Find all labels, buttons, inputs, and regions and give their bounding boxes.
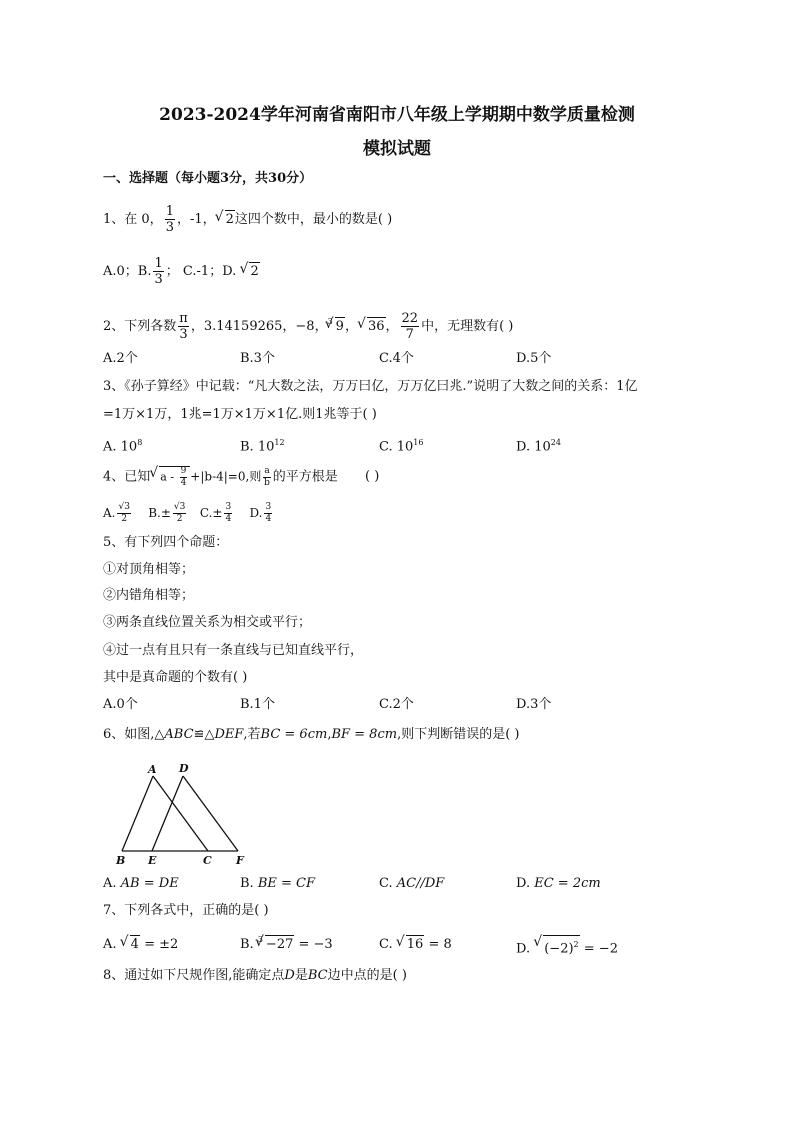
q1-opt-c: C.-1；D. [182,264,237,279]
q4-radicand [159,466,190,488]
q2-option-d: D.5个 [516,351,552,366]
label-e: E [148,854,157,867]
q7-opt-a-radicand: 4 [130,937,139,952]
q7-opt-c-sqrt [397,935,425,954]
q4-opt-c-num: 3 [225,502,232,512]
q4-rad-den: 4 [180,478,187,488]
q4-opt-a-den: 2 [121,514,128,524]
q4-opt-c-fraction [224,503,232,524]
question-3-line1: 3、《孙子算经》中记载：“凡大数之法，万万曰亿，万万亿曰兆.”说明了大数之间的关系：1亿 [103,379,638,394]
q4-ab-fraction [263,467,270,488]
q2-cbrt-index: 3 [327,317,333,326]
label-c: C [203,854,212,867]
q1-frac-den: 3 [165,220,174,235]
q2-text-a: 2、下列各数 [103,319,177,334]
q5-proposition-2: ②内错角相等； [103,588,195,603]
question-1-options [103,257,260,286]
q4-rad-a: a - [160,470,178,484]
q5-option-b: B.1个 [240,697,275,712]
q7-opt-d-exp: 2 [573,940,579,949]
q7-opt-b-index: 3 [257,935,263,944]
segment-ac [153,776,208,851]
question-2-stem [103,312,513,341]
question-4-stem [103,466,338,488]
q8-segment-bc: BC [307,968,328,983]
q3-option-c [379,434,423,456]
q4-opt-b-num: √3 [173,502,186,512]
q1-opt-b-fraction [153,257,163,286]
section-header: 一、选择题（每小题3分，共30分） [103,171,313,186]
label-f: F [236,854,244,867]
q6-opt-c-expr: AC//DF [396,876,445,891]
q6-abc: ABC [164,727,194,742]
q6-text-d: , [327,727,332,742]
q4-paren: ( ) [365,469,380,484]
q4-text-b: +|b-4|=0,则 [190,469,262,484]
q4-opt-a-fraction [117,503,130,524]
q7-opt-b-prefix: B. [240,937,254,952]
q4-opt-d-num: 3 [265,502,272,512]
q7-opt-a-prefix: A. [103,937,117,952]
q4-opt-d: D. [249,506,263,520]
q6-opt-b-expr: BE = CF [257,876,315,891]
q2-text-e: 中，无理数有( ) [421,319,514,334]
segment-ab [122,776,153,851]
q4-sqrt [150,466,190,488]
q6-option-c [379,875,444,893]
q7-option-a [103,935,178,954]
q6-opt-a-prefix: A. [103,876,117,891]
q4-text-c: 的平方根是 [272,469,338,485]
q8-text-c: 边中点的是( ) [327,968,407,983]
segment-de [152,776,183,851]
q4-opt-c: C.± [199,506,223,520]
question-4-options [103,503,274,524]
q8-text-b: 是 [294,968,308,983]
q3-opt-d-exp: 24 [550,438,561,447]
q4-rad-num: 9 [180,466,187,476]
q7-option-b [240,935,333,955]
q1-frac-num: 1 [165,204,174,219]
question-6-stem [103,726,519,744]
q5-option-a: A.0个 [103,697,138,712]
q4-opt-d-den: 4 [265,514,272,524]
question-8-stem [103,967,407,985]
document-subtitle: 模拟试题 [363,139,431,159]
question-1-stem [103,205,392,234]
q3-option-d [516,434,561,456]
q7-option-d [516,935,618,958]
q3-opt-b-exp: 12 [274,438,285,447]
q4-ab-num: a [264,465,270,476]
q2-pi-num: π [179,311,188,326]
question-3-line2: =1万×1万，1兆=1万×1万×1亿.则1兆等于( ) [103,407,377,422]
q7-opt-c-radicand: 16 [406,937,424,952]
q6-text-c: ,若 [243,727,261,742]
document-title: 2023-2024学年河南省南阳市八年级上学期期中数学质量检测 [159,105,635,125]
q1-opt-d-sqrt [240,262,259,281]
q1-sqrt-radicand: 2 [225,212,234,227]
q6-bc: BC = 6cm [260,727,328,742]
q6-text-b: △ [204,727,215,742]
q2-pi-fraction [178,312,189,341]
q6-opt-a-expr: AB = DE [120,876,179,891]
q7-opt-d-base: (−2) [544,941,574,957]
q6-text-a: 6、如图,△ [103,727,165,742]
q6-option-d [516,875,601,893]
q4-text-a: 4、已知 [103,469,151,485]
q5-option-d: D.3个 [516,697,552,712]
q4-opt-b: B.± [148,506,171,520]
q3-option-a [103,434,142,456]
question-7-stem: 7、下列各式中，正确的是( ) [103,903,269,918]
q4-opt-a: A. [103,506,116,520]
q6-opt-b-prefix: B. [240,876,254,891]
q1-fraction [165,205,175,234]
q7-opt-c-prefix: C. [379,937,393,952]
q1-text-a: 1、在 0， [103,212,163,227]
q4-opt-b-fraction [173,503,186,524]
q5-proposition-1: ①对顶角相等； [103,562,195,577]
q6-opt-d-prefix: D. [516,876,531,891]
label-b: B [116,854,126,867]
q1-text-b: ，-1， [176,212,216,227]
q2-option-a: A.2个 [103,351,138,366]
q6-opt-c-prefix: C. [379,876,393,891]
q6-cong: ≌ [193,727,205,742]
q4-opt-a-num: √3 [118,502,130,512]
label-a: A [148,763,157,776]
q2-option-c: C.4个 [379,351,414,366]
q2-fraction [401,312,420,341]
q3-option-b [240,434,285,456]
q5-proposition-4: ④过一点有且只有一条直线与已知直线平行， [103,643,364,658]
q4-opt-d-fraction [264,503,272,524]
q2-cbrt [326,317,345,336]
q7-opt-d-rest: = −2 [579,941,618,957]
q6-def: DEF [214,727,244,742]
q1-text-c: 这四个数中，最小的数是( ) [234,212,393,227]
q1-sqrt [216,210,235,229]
q2-frac-num: 22 [401,311,419,326]
q2-text-d: ， [385,319,399,334]
label-d: D [179,762,189,775]
q4-rad-fraction [180,467,188,488]
q1-opt-d-radicand: 2 [250,264,259,279]
q6-opt-d-expr: EC = 2cm [534,876,601,891]
q7-opt-d-sqrt [534,935,579,958]
q7-opt-d-prefix: D. [516,941,531,957]
q7-opt-d-radicand [543,935,579,958]
q2-option-b: B.3个 [240,351,275,366]
q7-opt-a-sqrt [121,935,140,954]
q7-opt-b-radicand: −27 [265,937,294,952]
q3-opt-d-base: D. 10 [516,439,551,455]
q1-opt-a: A.0；B. [103,264,152,279]
q4-ab-den: b [264,477,270,488]
q1-opt-b-den: 3 [154,272,163,287]
q8-text-a: 8、通过如下尺规作图,能确定点 [103,968,285,983]
q3-opt-c-exp: 16 [413,438,424,447]
question-5-stem: 5、有下列四个命题： [103,535,229,550]
q7-option-c [379,935,452,954]
q3-opt-a-base: A. 10 [103,439,138,455]
q4-opt-b-den: 2 [176,514,183,524]
q6-text-e: ,则下判断错误的是( ) [397,727,520,742]
q1-opt-b-num: 1 [154,256,163,271]
q3-opt-b-base: B. 10 [240,439,275,455]
q5-summary: 其中是真命题的个数有( ) [103,670,248,685]
q7-opt-a-rest: = ±2 [139,937,179,952]
q2-text-b: ，3.14159265，−8， [190,319,328,334]
q6-bf: BF = 8cm [331,727,398,742]
q7-opt-c-rest: = 8 [424,937,452,952]
q3-opt-c-base: C. 10 [379,439,414,455]
triangle-figure [110,760,260,870]
q1-opt-b-end: ； [165,264,179,279]
q6-option-b [240,875,315,893]
q7-opt-b-rest: = −3 [294,937,333,952]
q7-opt-b-cbrt [256,935,294,954]
q5-option-c: C.2个 [379,697,414,712]
q2-pi-den: 3 [179,327,188,342]
q2-text-c: ， [344,319,358,334]
q4-opt-c-den: 4 [225,514,232,524]
q2-cbrt-radicand: 9 [335,319,344,334]
q2-sqrt [358,317,386,336]
q5-proposition-3: ③两条直线位置关系为相交或平行； [103,615,312,630]
q3-opt-a-exp: 8 [137,438,143,447]
q2-frac-den: 7 [405,327,414,342]
q8-point-d: D [284,968,295,983]
q2-sqrt-radicand: 36 [367,319,385,334]
q6-option-a [103,875,179,893]
segment-df [183,776,238,851]
